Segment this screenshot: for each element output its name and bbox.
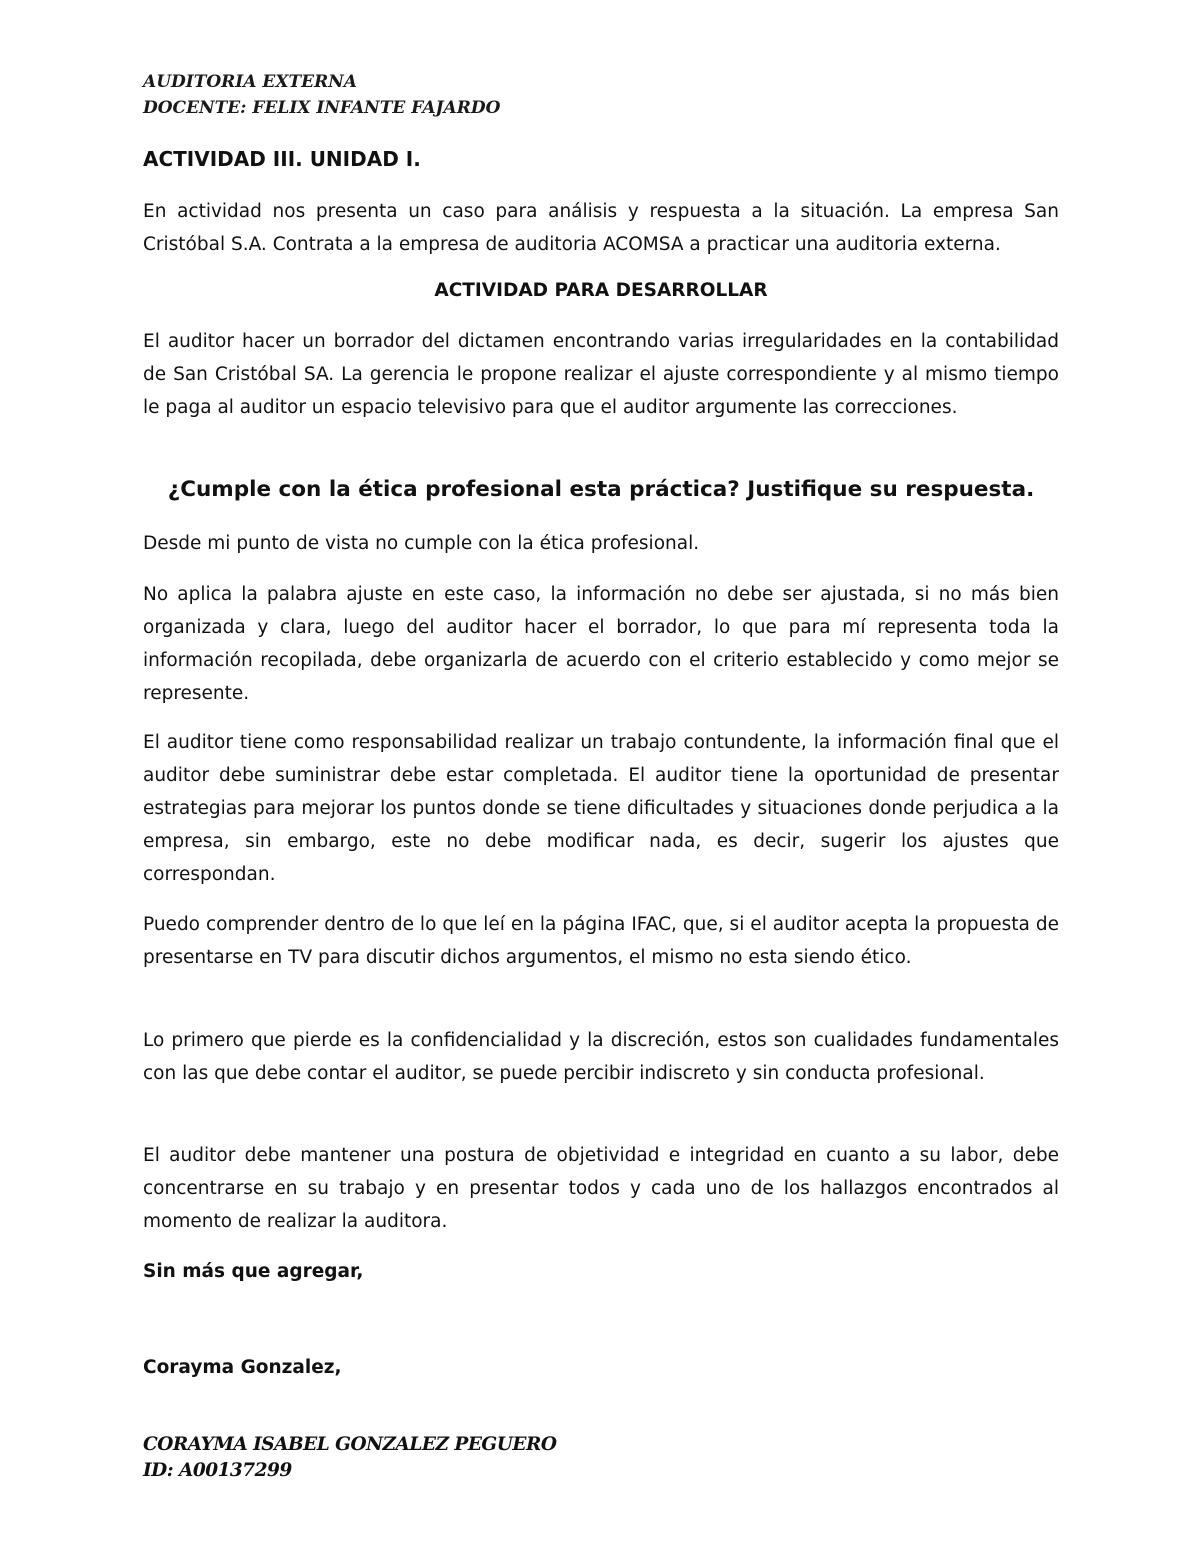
answer-paragraph-6: El auditor debe mantener una postura de objetividad e integridad en cuanto a su labor, debe concentrarse en su trabajo y en presentar todos y cada uno de los hallazgos encontrados al momento de realizar la auditora. xyxy=(143,1145,1059,1232)
teacher-name: DOCENTE: FELIX INFANTE FAJARDO xyxy=(143,98,501,118)
section-heading: ACTIVIDAD PARA DESARROLLAR xyxy=(434,280,768,301)
intro-paragraph: En actividad nos presenta un caso para análisis y respuesta a la situación. La empresa San Cristóbal S.A. Contrata a la empresa de auditoria ACOMSA a practicar una auditoria externa. xyxy=(143,201,1059,255)
answer-paragraph-1: Desde mi punto de vista no cumple con la ética profesional. xyxy=(143,533,700,554)
student-id: ID: A00137299 xyxy=(143,1460,292,1481)
question-heading: ¿Cumple con la ética profesional esta práctica? Justifique su respuesta. xyxy=(167,477,1035,502)
signature-name: Corayma Gonzalez, xyxy=(143,1357,342,1378)
answer-paragraph-2: No aplica la palabra ajuste en este caso, la información no debe ser ajustada, si no más bien organizada y clara, luego del auditor hacer el borrador, lo que para mí representa toda la información recopilada, debe organizarla de acuerdo con el criterio establecido y como mejor se represente. xyxy=(143,584,1059,704)
activity-title: ACTIVIDAD III. UNIDAD I. xyxy=(143,147,421,171)
case-paragraph: El auditor hacer un borrador del dictamen encontrando varias irregularidades en la contabilidad de San Cristóbal SA. La gerencia le propone realizar el ajuste correspondiente y al mismo tiempo le paga al auditor un espacio televisivo para que el auditor argumente las correcciones. xyxy=(143,331,1059,418)
answer-paragraph-3: El auditor tiene como responsabilidad realizar un trabajo contundente, la información final que el auditor debe suministrar debe estar completada. El auditor tiene la oportunidad de presentar estrategias para mejorar los puntos donde se tiene dificultades y situaciones donde perjudica a la empresa, sin embargo, este no debe modificar nada, es decir, sugerir los ajustes que correspondan. xyxy=(143,732,1059,885)
student-full-name: CORAYMA ISABEL GONZALEZ PEGUERO xyxy=(143,1434,557,1455)
closing-text: Sin más que agregar, xyxy=(143,1261,364,1282)
course-name: AUDITORIA EXTERNA xyxy=(143,72,357,92)
answer-paragraph-5: Lo primero que pierde es la confidencialidad y la discreción, estos son cualidades fundamentales con las que debe contar el auditor, se puede percibir indiscreto y sin conducta profesional. xyxy=(143,1030,1059,1084)
answer-paragraph-4: Puedo comprender dentro de lo que leí en la página IFAC, que, si el auditor acepta la propuesta de presentarse en TV para discutir dichos argumentos, el mismo no esta siendo ético. xyxy=(143,914,1059,968)
